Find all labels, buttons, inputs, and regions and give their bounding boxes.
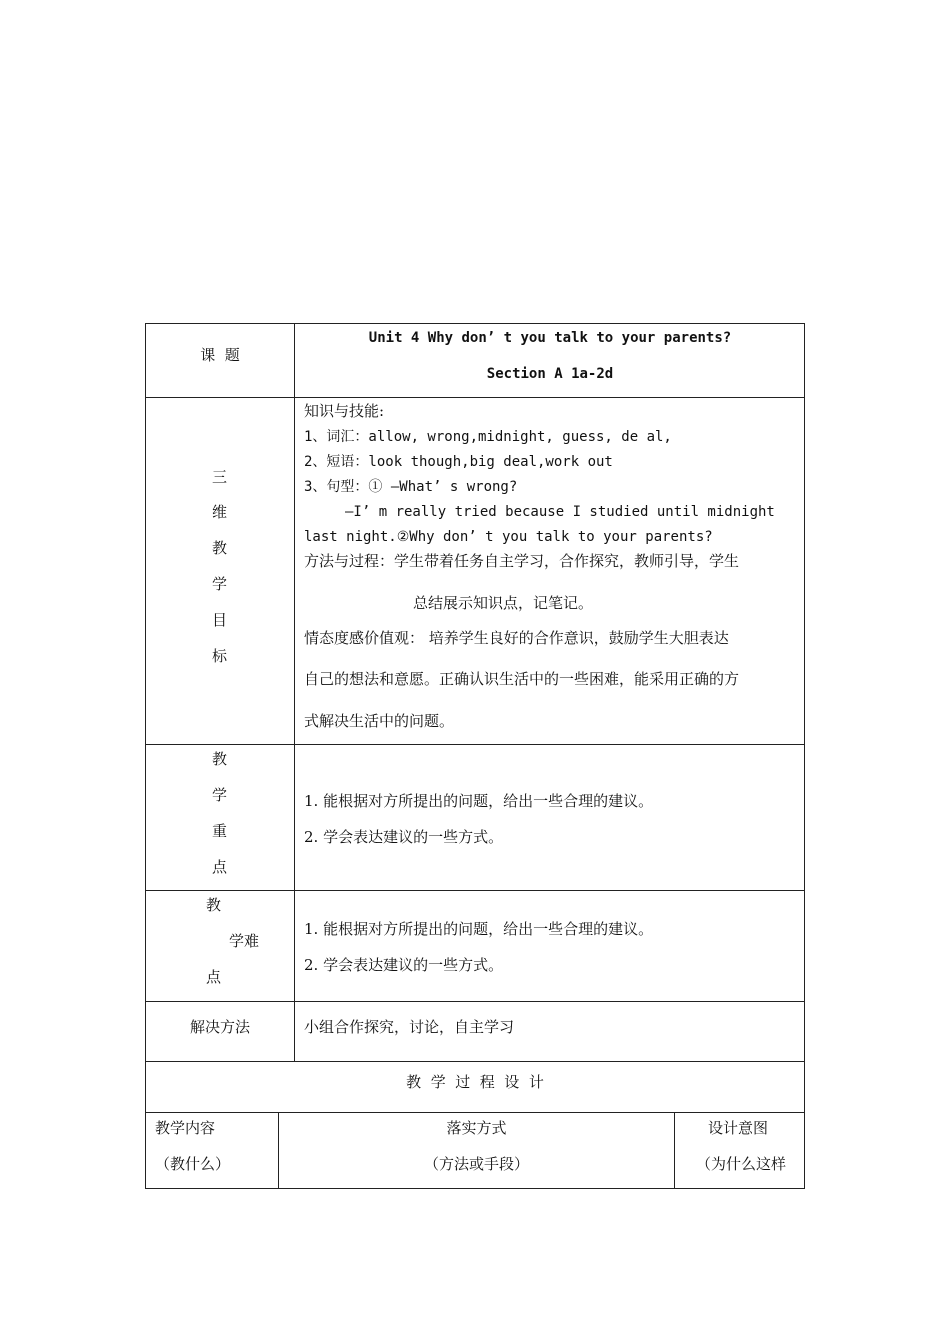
attitude-line: 情态度感价值观： 培养学生良好的合作意识，鼓励学生大胆表达 bbox=[304, 629, 729, 647]
difficulty-item: 1. 能根据对方所提出的问题，给出一些合理的建议。 bbox=[304, 920, 654, 938]
section-title: Section A 1a-2d bbox=[486, 366, 614, 382]
difficulties-label: 学难 bbox=[229, 932, 260, 950]
process-column-title: 落实方式 bbox=[446, 1119, 507, 1137]
process-column-subtitle: （为什么这样 bbox=[696, 1155, 787, 1173]
row-divider bbox=[145, 1112, 805, 1113]
process-column-title: 设计意图 bbox=[708, 1119, 769, 1137]
difficulties-label: 点 bbox=[206, 968, 222, 986]
solution-label: 解决方法 bbox=[189, 1018, 250, 1036]
key-point-item: 2. 学会表达建议的一些方式。 bbox=[304, 828, 504, 846]
process-column-title: 教学内容 bbox=[155, 1119, 216, 1137]
objectives-label-char: 标 bbox=[212, 647, 228, 665]
sentence-example: —I’ m really tried because I studied until midnight bbox=[345, 504, 775, 520]
row-divider bbox=[145, 1061, 805, 1062]
row-divider bbox=[145, 744, 805, 745]
attitude-line: 式解决生活中的问题。 bbox=[304, 712, 455, 730]
knowledge-heading: 知识与技能: bbox=[304, 402, 385, 420]
process-column-subtitle: （方法或手段） bbox=[423, 1155, 529, 1173]
column-divider bbox=[294, 323, 295, 1061]
key-points-label-char: 学 bbox=[212, 786, 228, 804]
objectives-label-char: 学 bbox=[212, 575, 228, 593]
key-point-item: 1. 能根据对方所提出的问题，给出一些合理的建议。 bbox=[304, 792, 654, 810]
difficulties-label: 教 bbox=[206, 896, 222, 914]
key-points-label-char: 点 bbox=[212, 858, 228, 876]
objectives-label-char: 维 bbox=[212, 503, 228, 521]
key-points-label-char: 重 bbox=[212, 822, 228, 840]
vocabulary-line: 1、词汇：allow, wrong,midnight, guess, de al, bbox=[304, 429, 672, 445]
attitude-line: 自己的想法和意愿。正确认识生活中的一些困难，能采用正确的方 bbox=[304, 670, 740, 688]
process-column-subtitle: （教什么） bbox=[155, 1155, 231, 1173]
process-heading: 教 学 过 程 设 计 bbox=[406, 1073, 544, 1091]
row-divider bbox=[145, 1001, 805, 1002]
solution-value: 小组合作探究，讨论，自主学习 bbox=[304, 1018, 515, 1036]
key-points-label-char: 教 bbox=[212, 750, 228, 768]
method-line: 总结展示知识点，记笔记。 bbox=[413, 594, 594, 612]
sentence-example: last night.②Why don’ t you talk to your parents? bbox=[304, 529, 713, 545]
objectives-label-char: 教 bbox=[212, 539, 228, 557]
column-divider bbox=[674, 1112, 675, 1189]
phrases-line: 2、短语：look though,big deal,work out bbox=[304, 454, 613, 470]
title-label: 课 题 bbox=[200, 346, 240, 364]
row-divider bbox=[145, 890, 805, 891]
unit-title: Unit 4 Why don’ t you talk to your parents? bbox=[368, 330, 732, 346]
method-line: 方法与过程：学生带着任务自主学习，合作探究，教师引导，学生 bbox=[304, 552, 740, 570]
objectives-label-char: 三 bbox=[212, 468, 228, 486]
sentences-line: 3、句型：① —What’ s wrong? bbox=[304, 479, 518, 495]
objectives-label-char: 目 bbox=[212, 611, 228, 629]
difficulty-item: 2. 学会表达建议的一些方式。 bbox=[304, 956, 504, 974]
row-divider bbox=[145, 397, 805, 398]
